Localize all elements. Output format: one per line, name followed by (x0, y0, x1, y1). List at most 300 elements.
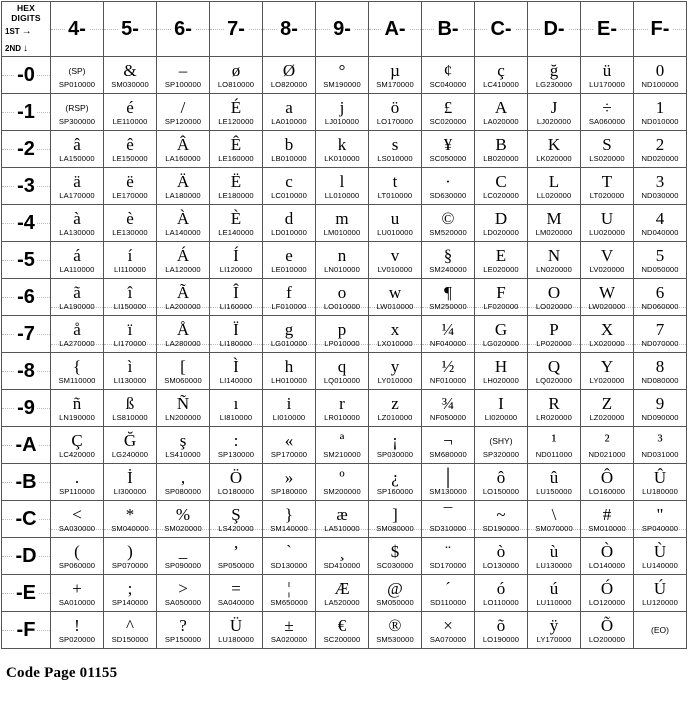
character-glyph: 4 (655, 208, 665, 228)
code-point-cell (263, 501, 316, 538)
character-glyph: ¢ (443, 60, 453, 80)
code-point-cell (210, 501, 263, 538)
graphic-character-id: ND011000 (535, 450, 573, 459)
character-glyph: Æ (334, 578, 350, 598)
graphic-character-id: LA010000 (271, 117, 307, 126)
code-point-cell (210, 427, 263, 464)
character-glyph: ô (496, 467, 506, 487)
graphic-character-id: LR020000 (536, 413, 572, 422)
code-point-cell (104, 427, 157, 464)
character-glyph: . (74, 467, 80, 487)
character-glyph: ( (74, 541, 80, 561)
character-glyph: Ö (229, 467, 243, 487)
row-header-label: -7 (17, 322, 35, 345)
code-point-cell (581, 538, 634, 575)
graphic-character-id: LD020000 (483, 228, 519, 237)
character-glyph: ó (496, 578, 506, 598)
character-glyph: M (546, 208, 562, 228)
row-header-label: -D (15, 544, 37, 567)
table-row (2, 279, 687, 316)
graphic-character-id: LE140000 (218, 228, 254, 237)
graphic-character-id: LO170000 (376, 117, 414, 126)
character-glyph: Ô (600, 467, 614, 487)
code-point-cell (581, 464, 634, 501)
code-point-cell (316, 501, 369, 538)
character-glyph: Ë (230, 171, 242, 191)
graphic-character-id: LO110000 (483, 598, 519, 607)
code-point-cell (475, 168, 528, 205)
code-point-cell (581, 94, 634, 131)
character-glyph: » (284, 467, 294, 487)
graphic-character-id: LA170000 (59, 191, 95, 200)
character-glyph: í (127, 245, 133, 265)
graphic-character-id: LA520000 (324, 598, 360, 607)
column-header-B (422, 2, 475, 57)
column-header-label: A- (381, 18, 408, 40)
code-point-cell (581, 353, 634, 390)
code-point-cell (51, 575, 104, 612)
code-point-cell (157, 316, 210, 353)
code-point-cell (422, 131, 475, 168)
code-point-cell (581, 168, 634, 205)
code-point-cell (316, 353, 369, 390)
character-glyph: D (494, 208, 508, 228)
code-point-cell (316, 316, 369, 353)
code-point-cell (581, 501, 634, 538)
graphic-character-id: SM210000 (323, 450, 361, 459)
table-row (2, 242, 687, 279)
character-glyph: Â (176, 134, 190, 154)
graphic-character-id: SC040000 (429, 80, 467, 89)
code-point-cell (634, 464, 687, 501)
graphic-character-id: SC050000 (429, 154, 467, 163)
character-glyph: ÷ (602, 97, 612, 117)
column-header-label: 5- (118, 18, 142, 40)
column-header-F (634, 2, 687, 57)
graphic-character-id: LT010000 (377, 191, 413, 200)
graphic-character-id: LU120000 (642, 598, 678, 607)
graphic-character-id: SP080000 (164, 487, 202, 496)
graphic-character-id: LG240000 (111, 450, 149, 459)
code-point-cell (475, 427, 528, 464)
code-point-cell (263, 464, 316, 501)
row-header-label: -B (15, 470, 37, 493)
graphic-character-id: LG230000 (535, 80, 573, 89)
graphic-character-id: LA110000 (59, 265, 95, 274)
code-point-cell (316, 57, 369, 94)
graphic-character-id: SD310000 (429, 524, 467, 533)
code-point-cell (104, 279, 157, 316)
table-row (2, 168, 687, 205)
table-row (2, 94, 687, 131)
code-point-cell (475, 131, 528, 168)
character-glyph: Ê (230, 134, 242, 154)
graphic-character-id: SP060000 (58, 561, 96, 570)
character-glyph: Á (176, 245, 190, 265)
character-glyph: : (233, 430, 239, 450)
graphic-character-id: SD410000 (323, 561, 361, 570)
column-header-E (581, 2, 634, 57)
code-point-cell (422, 353, 475, 390)
graphic-character-id: SP100000 (164, 80, 202, 89)
column-header-C (475, 2, 528, 57)
character-glyph: Ò (600, 541, 614, 561)
graphic-character-id: LO010000 (323, 302, 361, 311)
character-glyph: 0 (655, 60, 665, 80)
graphic-character-id: LO180000 (217, 487, 255, 496)
character-glyph: A (494, 97, 508, 117)
character-glyph: $ (390, 541, 400, 561)
graphic-character-id: SC200000 (323, 635, 361, 644)
column-header-label: B- (434, 18, 461, 40)
graphic-character-id: LX020000 (589, 339, 625, 348)
graphic-character-id: LA510000 (324, 524, 360, 533)
graphic-character-id: SP050000 (217, 561, 255, 570)
graphic-character-id: LU010000 (377, 228, 413, 237)
code-point-cell (475, 94, 528, 131)
row-header-5 (2, 242, 51, 279)
character-glyph: ñ (72, 393, 82, 413)
character-glyph: û (549, 467, 559, 487)
code-point-cell (210, 464, 263, 501)
character-glyph: ş (179, 430, 187, 450)
code-point-cell (104, 205, 157, 242)
graphic-character-id: LC410000 (483, 80, 519, 89)
character-glyph: Ï (233, 319, 239, 339)
character-glyph: j (339, 97, 345, 117)
code-point-cell (475, 316, 528, 353)
column-header-label: E- (594, 18, 620, 40)
graphic-character-id: SC020000 (429, 117, 467, 126)
graphic-character-id: LA280000 (165, 339, 201, 348)
code-point-cell (157, 353, 210, 390)
character-glyph: ^ (126, 615, 134, 635)
character-glyph: [ (180, 356, 186, 376)
graphic-character-id: LM010000 (323, 228, 361, 237)
character-glyph: € (337, 615, 347, 635)
row-header-6 (2, 279, 51, 316)
graphic-character-id: SD150000 (111, 635, 149, 644)
graphic-character-id: SM650000 (270, 598, 308, 607)
table-body (2, 57, 687, 649)
character-glyph: (EO) (651, 625, 669, 635)
code-point-cell (263, 205, 316, 242)
graphic-character-id: LJ010000 (324, 117, 360, 126)
graphic-character-id: LB020000 (483, 154, 519, 163)
graphic-character-id: SM130000 (429, 487, 467, 496)
character-glyph: S (602, 134, 612, 154)
code-point-cell (316, 205, 369, 242)
graphic-character-id: LF010000 (271, 302, 307, 311)
graphic-character-id: LU110000 (536, 598, 572, 607)
character-glyph: ) (127, 541, 133, 561)
character-glyph: % (175, 504, 191, 524)
graphic-character-id: LO160000 (588, 487, 626, 496)
character-glyph: · (445, 171, 451, 191)
character-glyph: Ø (282, 60, 296, 80)
graphic-character-id: LW020000 (588, 302, 626, 311)
code-point-cell (422, 427, 475, 464)
graphic-character-id: SM030000 (111, 80, 149, 89)
graphic-character-id: ND060000 (641, 302, 679, 311)
graphic-character-id: LU020000 (589, 228, 625, 237)
graphic-character-id: SP320000 (482, 450, 520, 459)
character-glyph: f (286, 282, 292, 302)
character-glyph: ù (549, 541, 559, 561)
graphic-character-id: LI810000 (219, 413, 253, 422)
graphic-character-id: SM140000 (270, 524, 308, 533)
column-header-9 (316, 2, 369, 57)
character-glyph: B (495, 134, 507, 154)
character-glyph: î (127, 282, 133, 302)
character-glyph: z (391, 393, 399, 413)
character-glyph: X (600, 319, 614, 339)
code-point-cell (369, 316, 422, 353)
code-point-cell (316, 168, 369, 205)
code-point-cell (263, 279, 316, 316)
code-point-cell (528, 575, 581, 612)
character-glyph: & (123, 60, 137, 80)
graphic-character-id: SP010000 (58, 80, 96, 89)
character-glyph: 2 (655, 134, 665, 154)
code-point-cell (369, 501, 422, 538)
graphic-character-id: SP300000 (58, 117, 96, 126)
character-glyph: h (284, 356, 294, 376)
code-point-cell (528, 242, 581, 279)
graphic-character-id: SC030000 (376, 561, 414, 570)
code-point-cell (263, 575, 316, 612)
row-header-label: -0 (17, 63, 35, 86)
code-point-cell (422, 501, 475, 538)
code-point-cell (634, 57, 687, 94)
graphic-character-id: LE120000 (218, 117, 254, 126)
character-glyph: L (548, 171, 560, 191)
graphic-character-id: LY010000 (377, 376, 413, 385)
character-glyph: T (601, 171, 613, 191)
character-glyph: (RSP) (65, 102, 89, 113)
code-point-cell (634, 279, 687, 316)
character-glyph: } (284, 504, 294, 524)
row-header-label: -1 (17, 100, 35, 123)
character-glyph: @ (387, 578, 403, 598)
code-point-cell (581, 205, 634, 242)
row-header-label: -C (15, 507, 37, 530)
code-point-cell (581, 427, 634, 464)
character-glyph: * (125, 504, 135, 524)
character-glyph: Ñ (176, 393, 190, 413)
column-header-label: 9- (330, 18, 354, 40)
graphic-character-id: LO810000 (217, 80, 255, 89)
column-header-label: 8- (277, 18, 301, 40)
code-point-cell (210, 538, 263, 575)
code-point-cell (475, 501, 528, 538)
character-glyph: / (180, 97, 186, 117)
code-point-cell (369, 612, 422, 649)
code-point-cell (528, 427, 581, 464)
code-point-cell (263, 94, 316, 131)
graphic-character-id: LO140000 (588, 561, 626, 570)
row-header-E (2, 575, 51, 612)
graphic-character-id: LU180000 (642, 487, 678, 496)
code-point-cell (104, 464, 157, 501)
character-glyph: ? (179, 615, 187, 635)
table-row (2, 390, 687, 427)
character-glyph: ß (125, 393, 135, 413)
code-point-cell (263, 57, 316, 94)
graphic-character-id: SM190000 (323, 80, 361, 89)
code-point-cell (528, 131, 581, 168)
graphic-character-id: LI120000 (219, 265, 253, 274)
graphic-character-id: LI010000 (272, 413, 306, 422)
code-point-cell (210, 168, 263, 205)
character-glyph: µ (390, 60, 400, 80)
row-header-7 (2, 316, 51, 353)
hex-digits-line2: DIGITS (11, 12, 41, 23)
graphic-character-id: SA010000 (58, 598, 96, 607)
character-glyph: Ó (600, 578, 614, 598)
row-header-B (2, 464, 51, 501)
character-glyph: k (337, 134, 347, 154)
code-point-cell (528, 464, 581, 501)
code-point-cell (634, 353, 687, 390)
character-glyph: ; (127, 578, 133, 598)
column-header-7 (210, 2, 263, 57)
code-point-cell (316, 94, 369, 131)
character-glyph: õ (496, 615, 506, 635)
graphic-character-id: LL010000 (324, 191, 360, 200)
code-point-cell (581, 242, 634, 279)
graphic-character-id: LH010000 (271, 376, 307, 385)
graphic-character-id: LE160000 (218, 154, 254, 163)
graphic-character-id: LA020000 (483, 117, 519, 126)
character-glyph: K (547, 134, 561, 154)
character-glyph: O (547, 282, 561, 302)
graphic-character-id: LS010000 (377, 154, 413, 163)
code-point-cell (210, 390, 263, 427)
column-header-4 (51, 2, 104, 57)
code-point-cell (475, 464, 528, 501)
graphic-character-id: LI180000 (219, 339, 253, 348)
graphic-character-id: LJ020000 (536, 117, 572, 126)
character-glyph: _ (178, 541, 188, 561)
code-point-cell (51, 612, 104, 649)
graphic-character-id: NF040000 (429, 339, 467, 348)
graphic-character-id: SM020000 (164, 524, 202, 533)
character-glyph: 8 (655, 356, 665, 376)
character-glyph: { (72, 356, 82, 376)
code-point-cell (422, 94, 475, 131)
character-glyph: ³ (657, 430, 663, 450)
code-point-cell (263, 427, 316, 464)
right-arrow-icon: → (21, 26, 32, 37)
graphic-character-id: ND040000 (641, 228, 679, 237)
code-point-cell (104, 353, 157, 390)
row-header-F (2, 612, 51, 649)
character-glyph: d (284, 208, 294, 228)
code-point-cell (104, 316, 157, 353)
graphic-character-id: LA120000 (165, 265, 201, 274)
graphic-character-id: LN020000 (536, 265, 572, 274)
graphic-character-id: SP150000 (164, 635, 202, 644)
character-glyph: Ç (71, 430, 83, 450)
table-row (2, 612, 687, 649)
character-glyph: ö (390, 97, 400, 117)
character-glyph: « (284, 430, 294, 450)
character-glyph: Õ (600, 615, 614, 635)
hex-digits-corner (2, 2, 51, 57)
second-digit-axis-label: 2ND ↓ (5, 43, 29, 54)
graphic-character-id: SD630000 (429, 191, 467, 200)
code-point-cell (475, 57, 528, 94)
code-point-cell (104, 131, 157, 168)
table-header (2, 2, 687, 57)
code-point-cell (634, 575, 687, 612)
graphic-character-id: SM040000 (111, 524, 149, 533)
character-glyph: V (600, 245, 614, 265)
table-row (2, 316, 687, 353)
row-header-label: -3 (17, 174, 35, 197)
character-glyph: I (498, 393, 504, 413)
graphic-character-id: LO200000 (588, 635, 626, 644)
code-point-cell (157, 205, 210, 242)
graphic-character-id: SM010000 (588, 524, 626, 533)
graphic-character-id: LI110000 (114, 265, 146, 274)
column-header-label: F- (648, 18, 673, 40)
character-glyph: ! (74, 615, 80, 635)
code-point-cell (104, 57, 157, 94)
table-row (2, 131, 687, 168)
graphic-character-id: LN010000 (324, 265, 360, 274)
graphic-character-id: LZ020000 (589, 413, 625, 422)
character-glyph: – (178, 60, 188, 80)
character-glyph: ø (231, 60, 241, 80)
row-header-A (2, 427, 51, 464)
graphic-character-id: LA140000 (165, 228, 201, 237)
character-glyph: ² (604, 430, 610, 450)
character-glyph: w (388, 282, 402, 302)
graphic-character-id: LG010000 (270, 339, 308, 348)
graphic-character-id: LS020000 (589, 154, 625, 163)
character-glyph: G (494, 319, 508, 339)
code-point-cell (51, 464, 104, 501)
code-point-cell (210, 57, 263, 94)
graphic-character-id: ND080000 (641, 376, 679, 385)
character-glyph: ± (284, 615, 294, 635)
hex-digits-label (2, 4, 50, 23)
code-point-cell (51, 427, 104, 464)
row-header-0 (2, 57, 51, 94)
code-point-cell (422, 279, 475, 316)
code-point-cell (316, 242, 369, 279)
graphic-character-id: LB010000 (271, 154, 307, 163)
code-point-cell (475, 205, 528, 242)
column-header-label: D- (540, 18, 567, 40)
character-glyph: Ú (653, 578, 667, 598)
character-glyph: ` (286, 541, 292, 561)
character-glyph: × (443, 615, 453, 635)
graphic-character-id: LU140000 (642, 561, 678, 570)
code-point-cell (51, 501, 104, 538)
character-glyph: E (495, 245, 507, 265)
character-glyph: Å (176, 319, 190, 339)
code-point-cell (634, 131, 687, 168)
character-glyph: q (337, 356, 347, 376)
graphic-character-id: SP180000 (270, 487, 308, 496)
graphic-character-id: LI160000 (219, 302, 253, 311)
code-point-cell (369, 57, 422, 94)
code-point-cell (157, 612, 210, 649)
graphic-character-id: SP170000 (270, 450, 308, 459)
